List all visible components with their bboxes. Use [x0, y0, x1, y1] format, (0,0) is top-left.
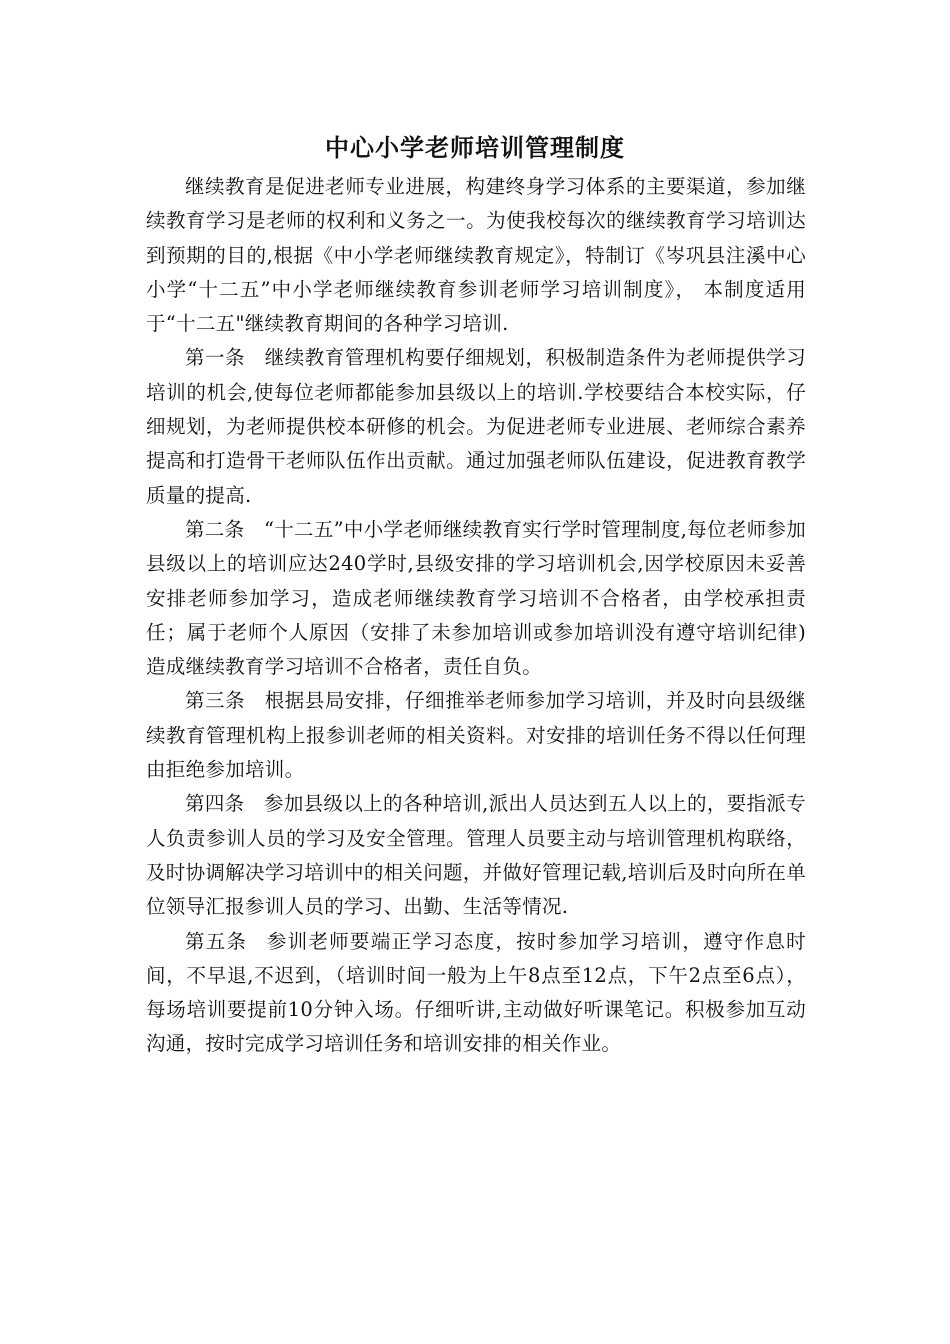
article-1	[146, 341, 806, 512]
article-4-label: 第四条	[185, 792, 245, 816]
document-body	[146, 170, 806, 1062]
article-3	[146, 684, 806, 787]
document-title: 中心小学老师培训管理制度	[325, 134, 625, 162]
article-2-text: “十二五”中小学老师继续教育实行学时管理制度,每位老师参加县级以上的培训应达240学时,县级安排的学习培训机会,因学校原因未妥善安排老师参加学习，造成老师继续教育学习培训不合格者，由学校承担责任；属于老师个人原因（安排了未参加培训或参加培训没有遵守培训纪律)造成继续教育学习培训不合格者，责任自负。	[146, 517, 806, 679]
article-1-label: 第一条	[185, 346, 246, 370]
article-3-text: 根据县局安排，仔细推举老师参加学习培训，并及时向县级继续教育管理机构上报参训老师的相关资料。对安排的培训任务不得以任何理由拒绝参加培训。	[146, 689, 806, 782]
article-5-text: 参训老师要端正学习态度，按时参加学习培训，遵守作息时间，不早退,不迟到，（培训时间一般为上午8点至12点，下午2点至6点），每场培训要提前10分钟入场。仔细听讲,主动做好听课笔记。积极参加互动沟通，按时完成学习培训任务和培训安排的相关作业。	[146, 929, 806, 1056]
article-4	[146, 787, 806, 924]
article-2	[146, 513, 806, 684]
intro-paragraph: 继续教育是促进老师专业进展，构建终身学习体系的主要渠道，参加继续教育学习是老师的权利和义务之一。为使我校每次的继续教育学习培训达到预期的目的,根据《中小学老师继续教育规定》，特制订《岑巩县注溪中心小学“十二五”中小学老师继续教育参训老师学习培训制度》， 本制度适用于“十二五"继续教育期间的各种学习培训.	[146, 175, 806, 336]
article-2-label: 第二条	[185, 517, 245, 541]
article-5	[146, 925, 806, 1062]
article-3-label: 第三条	[185, 689, 246, 713]
article-5-label: 第五条	[185, 929, 248, 953]
article-1-text: 继续教育管理机构要仔细规划，积极制造条件为老师提供学习培训的机会,使每位老师都能参加县级以上的培训.学校要结合本校实际，仔细规划，为老师提供校本研修的机会。为促进老师专业进展、老师综合素养提高和打造骨干老师队伍作出贡献。通过加强老师队伍建设，促进教育教学质量的提高.	[146, 346, 806, 507]
article-4-text: 参加县级以上的各种培训,派出人员达到五人以上的，要指派专人负责参训人员的学习及安全管理。管理人员要主动与培训管理机构联络，及时协调解决学习培训中的相关问题，并做好管理记载,培训后及时向所在单位领导汇报参训人员的学习、出勤、生活等情况.	[146, 792, 806, 919]
